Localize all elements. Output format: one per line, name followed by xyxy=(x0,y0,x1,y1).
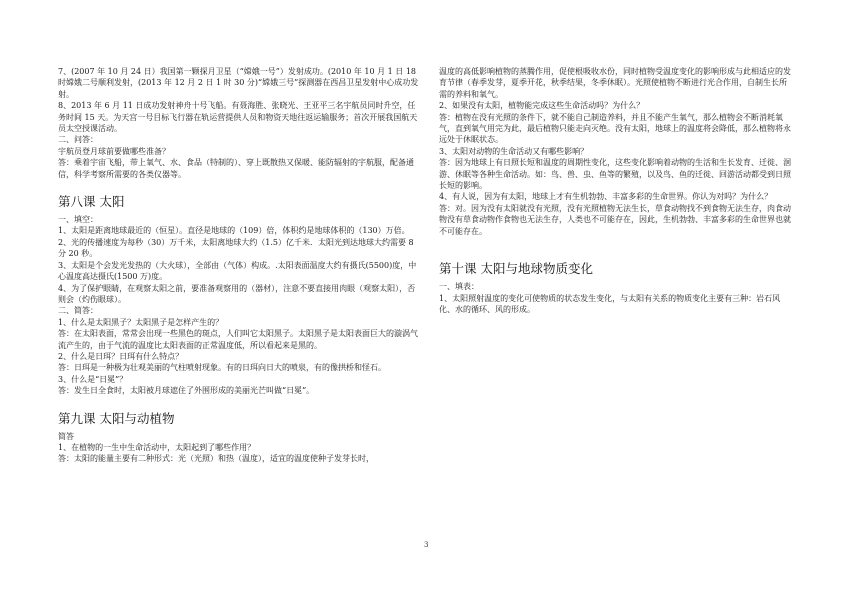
item-light-speed: 2、光的传播速度为每秒（30）万千米，太阳离地球大约（1.5）亿千米．太阳光到达地球大约需要 8 分 20 秒。 xyxy=(58,237,414,259)
left-column xyxy=(58,66,420,465)
fill-table-label: 一、填表： xyxy=(439,282,479,292)
question-plants-without-sun: 2、如果没有太阳，植物能完成这些生命活动吗？为什么？ xyxy=(439,101,645,111)
right-column xyxy=(439,66,794,315)
answer-sunspot: 答：在太阳表面，常常会出现一些黑色的斑点，人们叫它太阳黑子。太阳黑子是太阳表面巨大的漩涡气流产生的，由于气流的温度比太阳表面的正常温度低，所以看起来是黑的。 xyxy=(58,329,418,350)
question-astronaut-prep: 宇航员登月球前要做哪些准备？ xyxy=(58,146,170,156)
answer-sun-role-plants-cont: 温度的高低影响植物的蒸腾作用，促使根吸收水份，同时植物受温度变化的影响形成与此相适应的发育节律（春季发芽，夏季开花，秋季结果，冬季休眠）。光照使植物不断进行光合作用，自制生长所需的养料和氧气。 xyxy=(439,67,791,99)
paragraph-lunar-probes: 7、(2007 年 10 月 24 日）我国第一颗探月卫星（“嫦娥一号”）发射成功。(2010 年 10 月 1 日 18 时嫦娥二号顺利发射，(2013 年 12 月 2 日 1 时 30 分)“嫦娥三号”探测器在西昌卫星发射中心成功发射。 xyxy=(58,67,419,99)
lesson-8-heading: 第八课 太阳 xyxy=(58,194,125,210)
paragraph-shenzhou-10: 8、2013 年 6 月 11 日成功发射神舟十号飞船。有聂海胜、张晓光、王亚平三名宇航员同时升空，任务时间 15 天。为天宫一号目标飞行器在轨运营提供人员和物资天地往返运输服务；首次开展我国航天员太空授课活动。 xyxy=(58,101,418,134)
answer-astronaut-prep: 答：乘着宇宙飞船，带上氧气、水、食品（特制的）、穿上既散热又保暖、能防辐射的宇航服，配备通信，科学考察所需要的各类仪器等。 xyxy=(58,158,414,179)
short-answer-label-9: 简答 xyxy=(58,431,74,441)
fill-in-label: 一、填空： xyxy=(58,215,98,225)
answer-corona: 答：发生日全食时，太阳被月球遮住了外围形成的美丽光芒叫做“日冕”。 xyxy=(58,386,315,396)
question-sun-role-plants: 1、在植物的一生中生命活动中，太阳起到了哪些作用？ xyxy=(58,442,256,452)
answer-plants-without-sun: 答：植物在没有光照的条件下，就不能自己制造养料，并且不能产生氧气，那么植物会不断消耗氧气，直到氧气用完为此，最后植物只能走向灭绝。没有太阳，地球上的温度将会降低，那么植物将永远处于休眠状态。 xyxy=(439,112,791,145)
section-qa-label: 二、问答： xyxy=(58,135,98,145)
item-sun-temperature: 3、太阳是个会发光发热的（大火球），全部由（气体）构成。.太阳表面温度大约有摄氏(5500)度，中心温度高达摄氏(1500 万)度。 xyxy=(58,260,417,282)
item-eye-protection: 4、为了保护眼睛，在观察太阳之前，要准备观察用的（器材），注意不要直接用肉眼（观察太阳），否则会（灼伤眼球）。 xyxy=(58,283,416,304)
question-sun-animals: 3、太阳对动物的生命活动又有哪些影响？ xyxy=(439,146,589,156)
question-corona: 3、什么是“日冕”？ xyxy=(58,374,128,384)
answer-sun-animals: 答：因为地球上有日照长短和温度的周期性变化，这些变化影响着动物的生活和生长发育、迁徙、洄游、休眠等各种生命活动。如：鸟、兽、虫、鱼等的繁殖，以及鸟、鱼的迁徙、回游活动都受到日照长短的影响。 xyxy=(439,158,791,191)
question-sunspot: 1、什么是太阳黑子？太阳黑子是怎样产生的？ xyxy=(58,317,224,327)
page-number: 3 xyxy=(424,541,429,549)
short-answer-label: 二、简答： xyxy=(58,306,98,316)
lesson-10-heading: 第十课 太阳与地球物质变化 xyxy=(439,261,593,277)
answer-life-world: 答：对。因为没有太阳就没有光照，没有光照植物无法生长，草食动物找不到食物无法生存，肉食动物没有草食动物作食物也无法生存，人类也不可能存在，因此，生机勃勃、丰富多彩的生命世界也就不可能存在。 xyxy=(439,203,791,236)
item-sun-star: 1、太阳是距离地球最近的（恒星）。直径是地球的（109）倍，体积约是地球体积的（130）万倍。 xyxy=(58,226,410,236)
answer-sun-role-plants-start: 答：太阳的能量主要有二种形式：光（光照）和热（温度），适宜的温度使种子发芽长时， xyxy=(58,454,374,464)
question-prominence: 2、什么是日珥？日珥有什么特点？ xyxy=(58,351,184,361)
question-life-world: 4、有人说，因为有太阳，地球上才有生机勃勃、丰富多彩的生命世界。你认为对吗？为什么？ xyxy=(439,192,773,202)
lesson-9-heading: 第九课 太阳与动植物 xyxy=(58,410,175,426)
item-material-change: 1、太阳照射温度的变化可使物质的状态发生变化，与太阳有关系的物质变化主要有三种：岩石风化、水的循环、风的形成。 xyxy=(439,293,781,314)
answer-prominence: 答：日珥是一种极为壮观美丽的气柱喷射现象。有的日珥向日大的喷泉，有的像拱桥和怪石。 xyxy=(58,363,386,373)
